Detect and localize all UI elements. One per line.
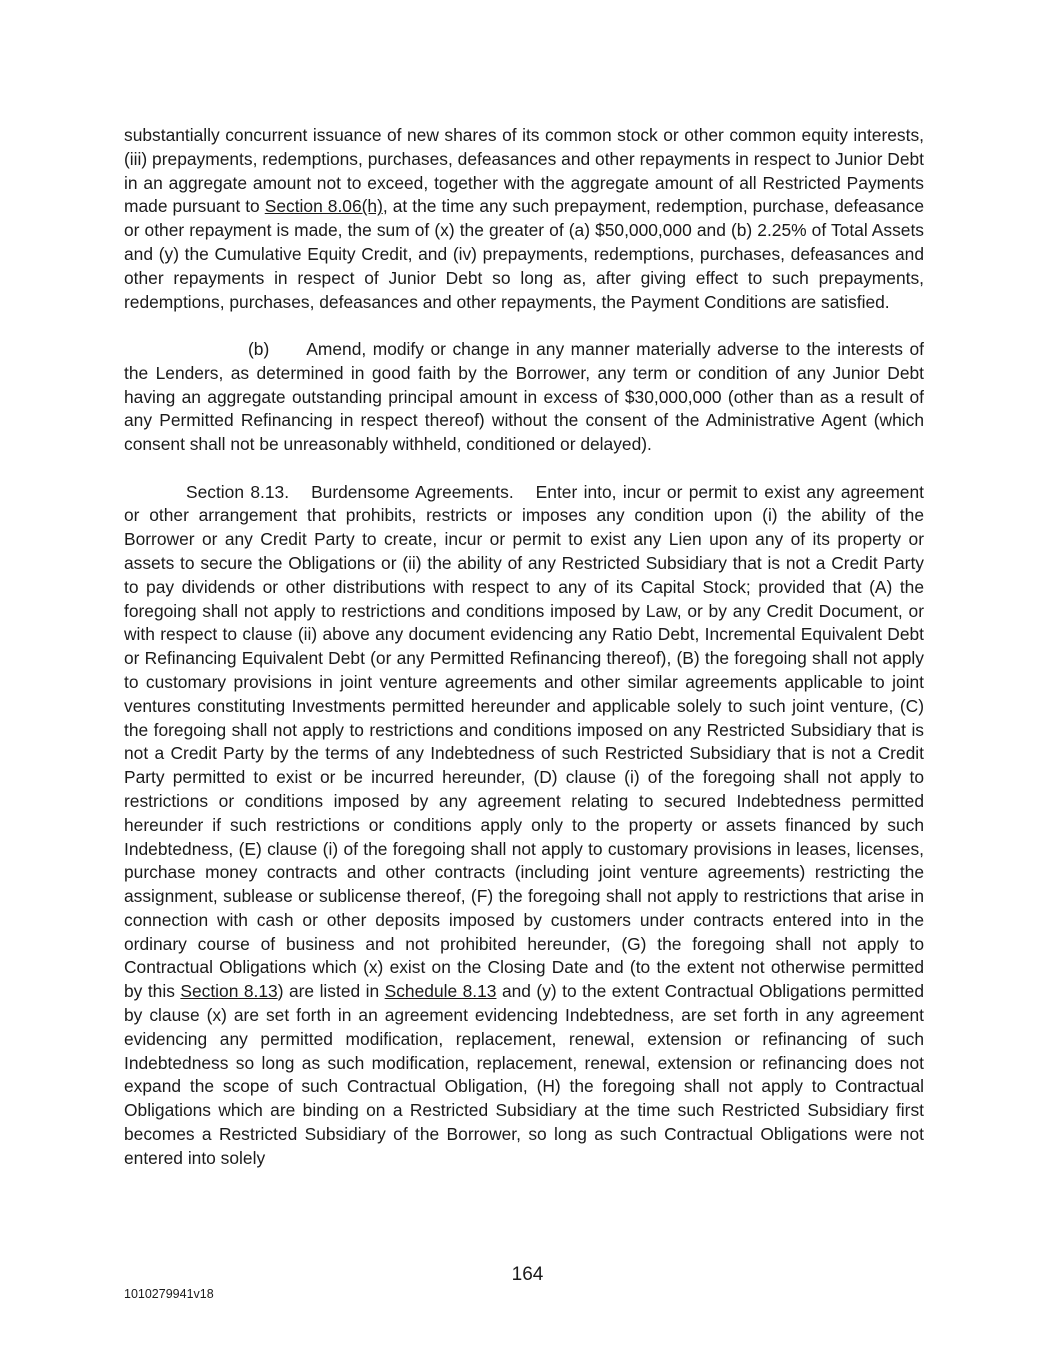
paragraph-b-text: Amend, modify or change in any manner materially adverse to the interests of the Lenders, as determined in good faith by the Borrower, any term or condition of any Junior Debt having an aggregate outstanding principal amount in excess of $30,000,000 (other than as a result of any Permitted Refinancing in respect thereof) without the consent of the Administrative Agent (which consent shall not be unreasonably withheld, conditioned or delayed). bbox=[124, 338, 924, 455]
section-heading: Burdensome Agreements. bbox=[311, 481, 514, 502]
section-8-06h-reference: Section 8.06(h) bbox=[264, 196, 383, 217]
schedule-8-13-reference: Schedule 8.13 bbox=[384, 981, 497, 1002]
section-number: Section 8.13. bbox=[186, 481, 290, 502]
paragraph-b bbox=[124, 338, 924, 457]
paragraph-b-marker: (b) bbox=[248, 338, 270, 359]
section-text-2: ) are listed in bbox=[277, 981, 385, 1002]
section-8-13-reference: Section 8.13 bbox=[180, 981, 278, 1002]
paragraph-continuation bbox=[124, 124, 924, 314]
section-text-1: Enter into, incur or permit to exist any agreement or other arrangement that prohibits, restricts or imposes any condition upon (i) the ability of the Borrower or any Credit Party to create, incur or permit to exist any Lien upon any of its property or assets to secure the Obligations or (ii) the ability of any Restricted Subsidiary that is not a Credit Party to pay dividends or other distributions with respect to any of its Capital Stock; provided that (A) the foregoing shall not apply to restrictions and conditions imposed by Law, or by any Credit Document, or with respect to clause (ii) above any document evidencing any Ratio Debt, Incremental Equivalent Debt or Refinancing Equivalent Debt (or any Permitted Refinancing thereof), (B) the foregoing shall not apply to customary provisions in joint venture agreements and other similar agreements applicable to joint ventures constituting Investments permitted hereunder and applicable solely to such joint venture, (C) the foregoing shall not apply to restrictions and conditions imposed on any Restricted Subsidiary that is not a Credit Party by the terms of any Indebtedness of such Restricted Subsidiary that is not a Credit Party permitted to exist or be incurred hereunder, (D) clause (i) of the foregoing shall not apply to restrictions or conditions imposed by any agreement relating to secured Indebtedness permitted hereunder if such restrictions or conditions apply only to the property or assets financed by such Indebtedness, (E) clause (i) of the foregoing shall not apply to customary provisions in leases, licenses, purchase money contracts and other contracts (including joint venture agreements) restricting the assignment, sublease or sublicense thereof, (F) the foregoing shall not apply to restrictions that arise in connection with cash or other deposits imposed by customers under contracts entered into in the ordinary course of business and not prohibited hereunder, (G) the foregoing shall not apply to Contractual Obligations which (x) exist on the Closing Date and (to the extent not otherwise permitted by this bbox=[124, 481, 924, 1002]
page-number: 164 bbox=[511, 1264, 544, 1285]
document-id: 1010279941v18 bbox=[124, 1287, 214, 1301]
document-body bbox=[124, 124, 924, 1171]
section-text-3: and (y) to the extent Contractual Obligations permitted by clause (x) are set forth in an agreement evidencing Indebtedness, are set forth in any agreement evidencing any permitted modification, replacement, renewal, extension or refinancing of such Indebtedness so long as such modification, replacement, renewal, extension or refinancing does not expand the scope of such Contractual Obligation, (H) the foregoing shall not apply to Contractual Obligations which are binding on a Restricted Subsidiary at the time such Restricted Subsidiary first becomes a Restricted Subsidiary of the Borrower, so long as such Contractual Obligations were not entered into solely bbox=[124, 981, 925, 1168]
section-8-13-paragraph bbox=[124, 481, 924, 1171]
paragraph-continuation-text-1: substantially concurrent issuance of new shares of its common stock or other common equity interests, (iii) prepayments, redemptions, purchases, defeasances and other repayments in respect to Junior Debt in an aggregate amount not to exceed, together with the aggregate amount of all Restricted Payments made pursuant to bbox=[124, 125, 924, 217]
paragraph-continuation-text-2: , at the time any such prepayment, redemption, purchase, defeasance or other repayment is made, the sum of (x) the greater of (a) $50,000,000 and (b) 2.25% of Total Assets and (y) the Cumulative Equity Credit, and (iv) prepayments, redemptions, purchases, defeasances and other repayments in respect of Junior Debt so long as, after giving effect to such prepayments, redemptions, purchases, defeasances and other repayments, the Payment Conditions are satisfied. bbox=[124, 196, 924, 312]
